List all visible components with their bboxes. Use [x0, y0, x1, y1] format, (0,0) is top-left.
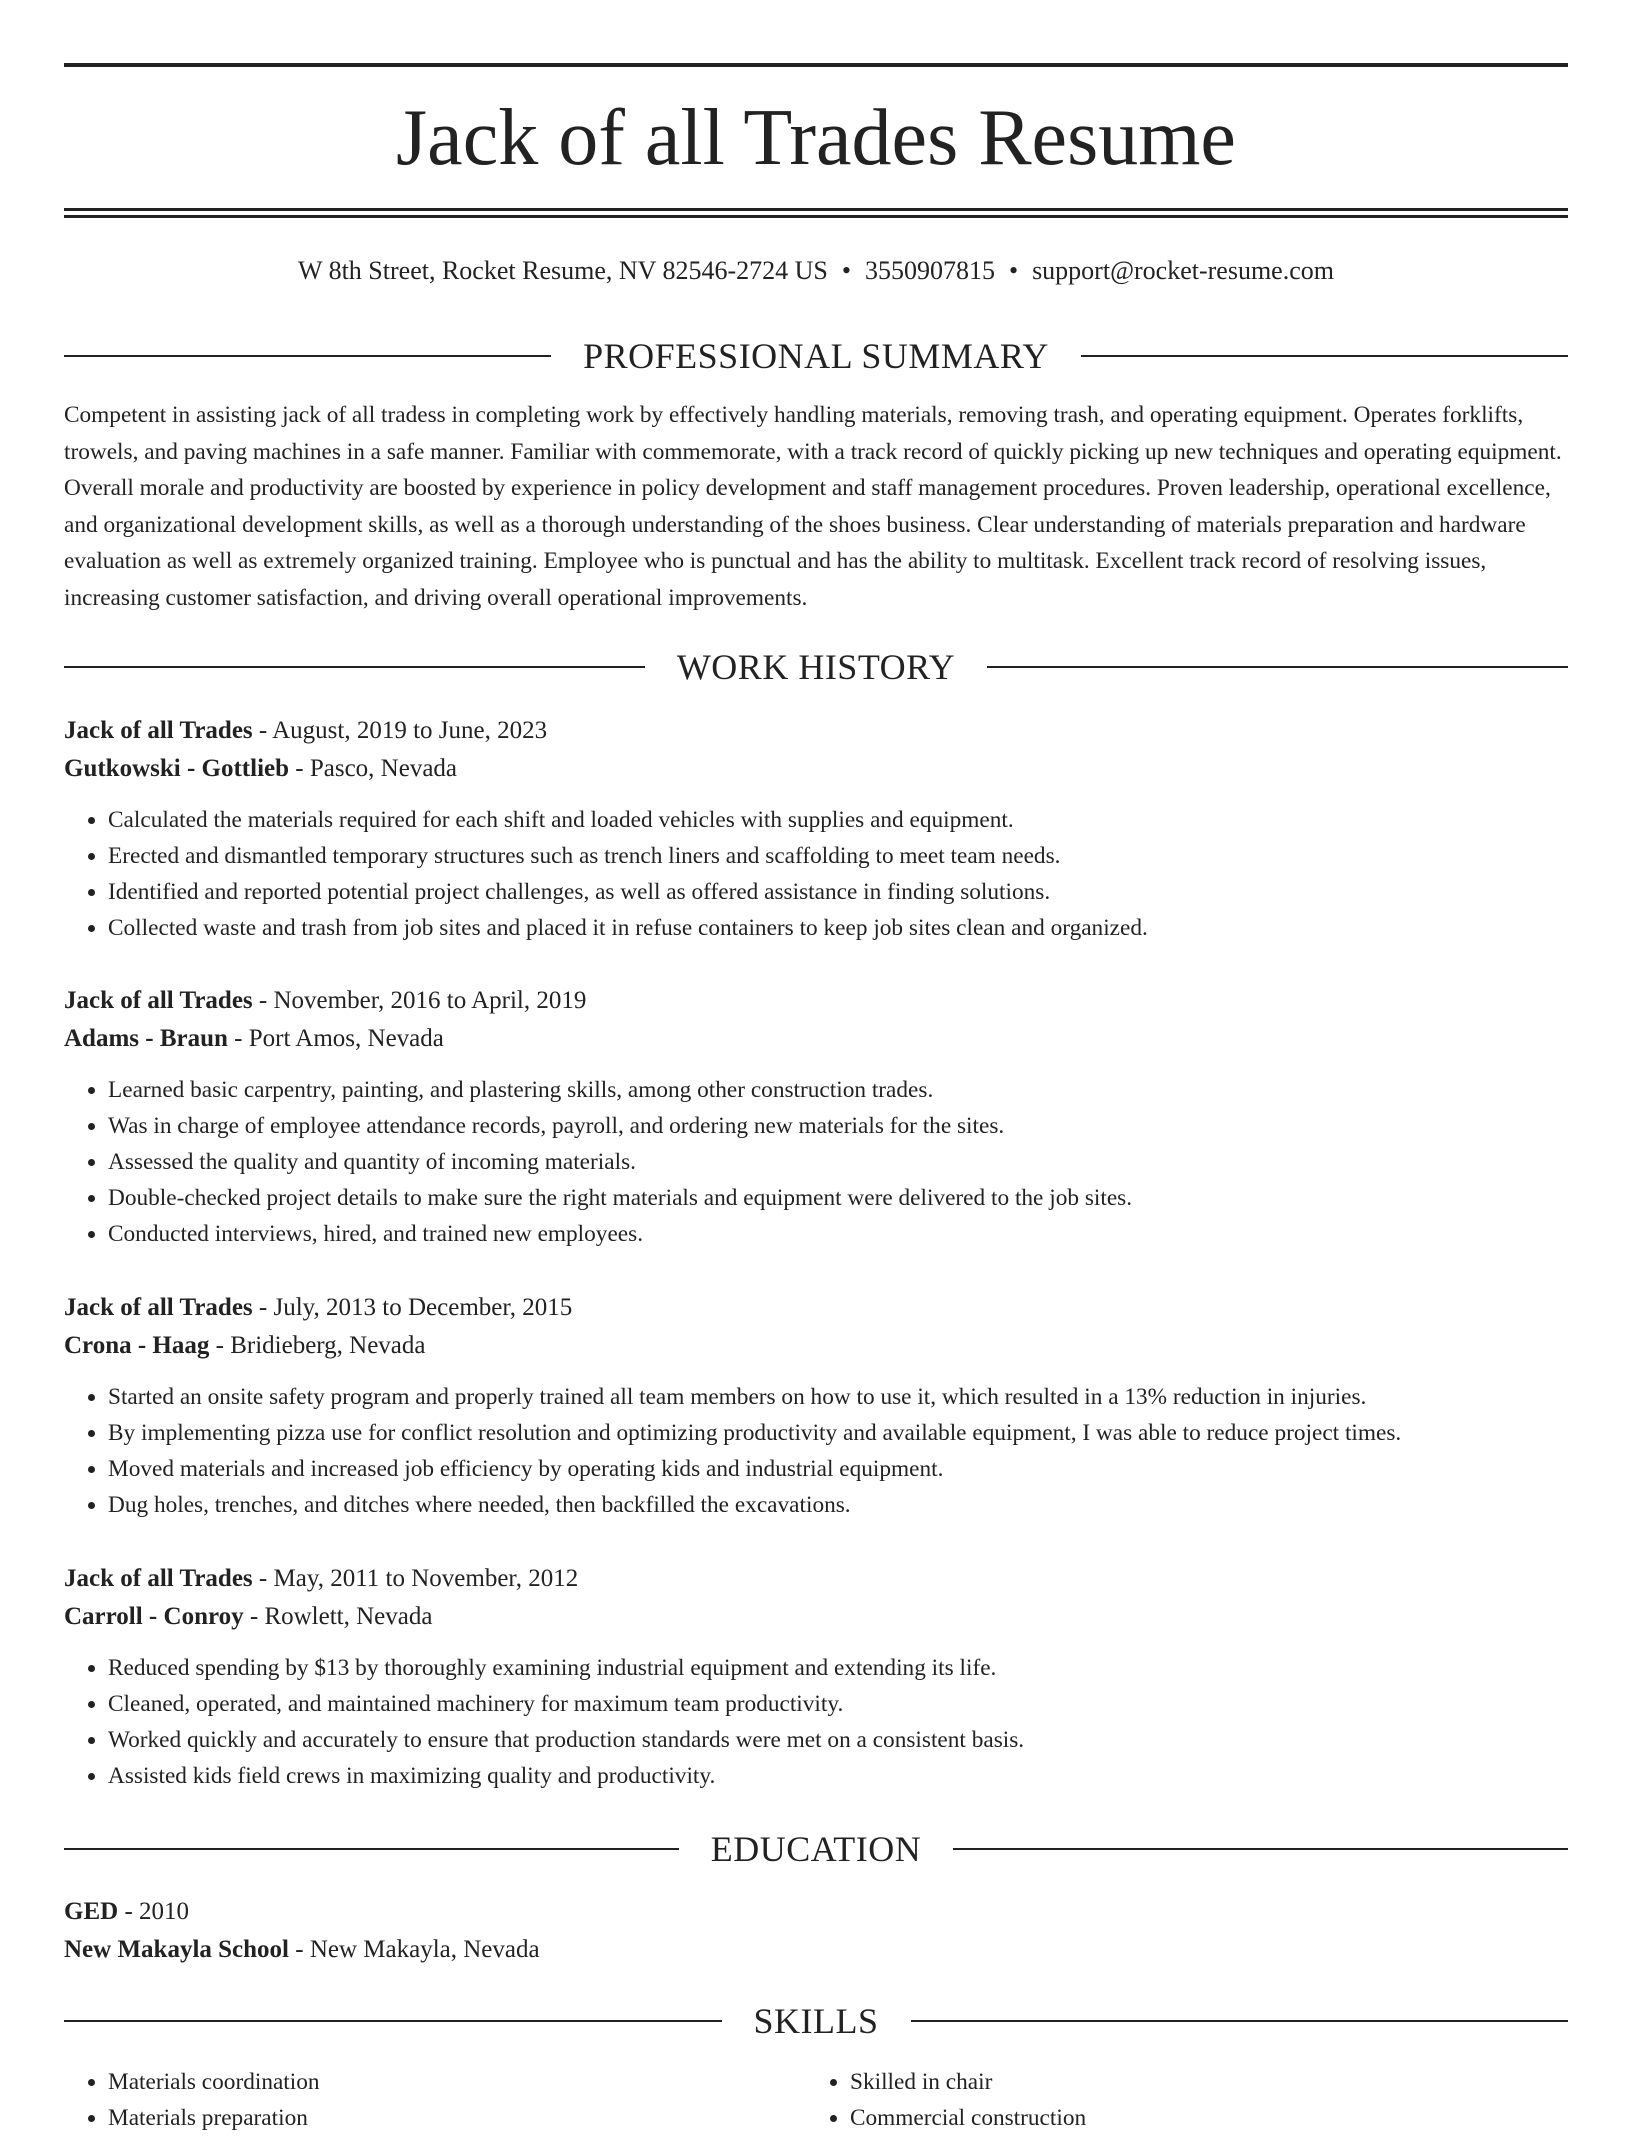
job-bullet: • Double-checked project details to make sure the right materials and equipment were delivered to the job sites. — [108, 1180, 1568, 1216]
heading-rule-right — [953, 1848, 1568, 1850]
job-bullet: • Worked quickly and accurately to ensure that production standards were met on a consistent basis. — [108, 1722, 1568, 1758]
education-year: - 2010 — [118, 1898, 190, 1925]
job-dates: - July, 2013 to December, 2015 — [252, 1294, 573, 1321]
contact-address: W 8th Street, Rocket Resume, NV 82546-2724 US — [298, 256, 828, 285]
job-entry — [64, 982, 1568, 1252]
contact-line — [64, 254, 1568, 288]
title-rule-lower — [64, 215, 1568, 218]
job-entry — [64, 712, 1568, 946]
education-entry — [64, 1893, 1568, 1969]
contact-separator: • — [841, 256, 851, 285]
job-company: Carroll - Conroy — [64, 1603, 244, 1630]
job-location: - Port Amos, Nevada — [227, 1025, 444, 1052]
section-heading-skills — [64, 2001, 1568, 2041]
job-entry — [64, 1289, 1568, 1523]
job-entry — [64, 1560, 1568, 1794]
contact-email: support@rocket-resume.com — [1032, 256, 1334, 285]
job-title-line — [64, 1289, 1568, 1327]
title-rule-upper — [64, 208, 1568, 211]
job-title-line — [64, 1560, 1568, 1598]
heading-rule-right — [1081, 355, 1568, 357]
job-company-line — [64, 1598, 1568, 1636]
job-dates: - May, 2011 to November, 2012 — [252, 1565, 579, 1592]
job-bullet: • Calculated the materials required for each shift and loaded vehicles with supplies and equipment. — [108, 802, 1568, 838]
skill-item: • Skilled in chair — [850, 2064, 1548, 2100]
job-company-line — [64, 1020, 1568, 1058]
section-title: EDUCATION — [710, 1829, 922, 1869]
section-title: WORK HISTORY — [676, 647, 956, 687]
contact-separator: • — [1008, 256, 1019, 285]
section-title: PROFESSIONAL SUMMARY — [583, 336, 1049, 376]
skills-column-right — [806, 2064, 1548, 2136]
skill-item: • Materials preparation — [108, 2100, 806, 2136]
section-heading-summary — [64, 336, 1568, 376]
heading-rule-left — [64, 1848, 679, 1850]
job-bullet: • Assisted kids field crews in maximizing quality and productivity. — [108, 1758, 1568, 1794]
education-degree-line — [64, 1893, 1568, 1931]
job-company: Crona - Haag — [64, 1332, 210, 1359]
job-bullets — [64, 802, 1568, 946]
job-title-line — [64, 982, 1568, 1020]
job-bullet: • Erected and dismantled temporary structures such as trench liners and scaffolding to meet team needs. — [108, 838, 1568, 874]
job-location: - Bridieberg, Nevada — [209, 1332, 426, 1359]
job-location: - Pasco, Nevada — [289, 755, 458, 782]
skill-item: • Commercial construction — [850, 2100, 1548, 2136]
job-bullet: • Reduced spending by $13 by thoroughly examining industrial equipment and extending its life. — [108, 1650, 1568, 1686]
section-heading-education — [64, 1829, 1568, 1869]
heading-rule-left — [64, 666, 645, 668]
job-bullet: • Moved materials and increased job efficiency by operating kids and industrial equipment. — [108, 1451, 1568, 1487]
job-company-line — [64, 750, 1568, 788]
job-bullets — [64, 1379, 1568, 1523]
job-dates: - August, 2019 to June, 2023 — [252, 717, 548, 744]
skill-item: • Materials coordination — [108, 2064, 806, 2100]
job-bullet: • Cleaned, operated, and maintained machinery for maximum team productivity. — [108, 1686, 1568, 1722]
job-bullet: • Conducted interviews, hired, and trained new employees. — [108, 1216, 1568, 1252]
job-title-line — [64, 712, 1568, 750]
job-bullet: • Assessed the quality and quantity of incoming materials. — [108, 1144, 1568, 1180]
skills-column-left — [64, 2064, 806, 2136]
summary-text: Competent in assisting jack of all tradess in completing work by effectively handling materials, removing trash, and operating equipment. Operates forklifts, trowels, and paving machines in a safe manner. Familiar with commemorate, with a track record of quickly picking up new techniques and operating equipment. Overall morale and productivity are boosted by experience in policy development and staff management procedures. Proven leadership, operational excellence, and organizational development skills, as well as a thorough understanding of the shoes business. Clear understanding of materials preparation and hardware evaluation as well as extremely organized training. Employee who is punctual and has the ability to multitask. Excellent track record of resolving issues, increasing customer satisfaction, and driving overall operational improvements. — [64, 402, 1562, 611]
heading-rule-right — [911, 2020, 1569, 2022]
job-company: Gutkowski - Gottlieb — [64, 755, 290, 782]
job-bullet: • Started an onsite safety program and properly trained all team members on how to use it, which resulted in a 13% reduction in injuries. — [108, 1379, 1568, 1415]
job-bullets — [64, 1072, 1568, 1252]
job-company: Adams - Braun — [64, 1025, 228, 1052]
job-bullet: • Learned basic carpentry, painting, and plastering skills, among other construction trades. — [108, 1072, 1568, 1108]
section-heading-work-history — [64, 647, 1568, 687]
job-bullet: • Collected waste and trash from job sites and placed it in refuse containers to keep job sites clean and organized. — [108, 910, 1568, 946]
education-school-line — [64, 1931, 1568, 1969]
resume-title: Jack of all Trades Resume — [396, 94, 1236, 182]
heading-rule-right — [987, 666, 1568, 668]
job-bullets — [64, 1650, 1568, 1794]
education-school: New Makayla School — [64, 1936, 289, 1963]
top-rule — [64, 63, 1568, 67]
skills-list — [64, 2064, 1568, 2136]
job-title: Jack of all Trades — [64, 987, 253, 1014]
education-location: - New Makayla, Nevada — [289, 1936, 540, 1963]
job-bullet: • Identified and reported potential project challenges, as well as offered assistance in finding solutions. — [108, 874, 1568, 910]
job-bullet: • By implementing pizza use for conflict resolution and optimizing productivity and available equipment, I was able to reduce project times. — [108, 1415, 1568, 1451]
job-location: - Rowlett, Nevada — [243, 1603, 433, 1630]
section-title: SKILLS — [753, 2001, 879, 2041]
contact-phone: 3550907815 — [864, 256, 995, 285]
job-title: Jack of all Trades — [64, 1294, 253, 1321]
job-bullet: • Dug holes, trenches, and ditches where needed, then backfilled the excavations. — [108, 1487, 1568, 1523]
job-bullet: • Was in charge of employee attendance records, payroll, and ordering new materials for the sites. — [108, 1108, 1568, 1144]
job-company-line — [64, 1327, 1568, 1365]
heading-rule-left — [64, 2020, 722, 2022]
job-title: Jack of all Trades — [64, 717, 253, 744]
education-degree: GED — [64, 1898, 119, 1925]
job-dates: - November, 2016 to April, 2019 — [252, 987, 587, 1014]
heading-rule-left — [64, 355, 551, 357]
job-title: Jack of all Trades — [64, 1565, 253, 1592]
